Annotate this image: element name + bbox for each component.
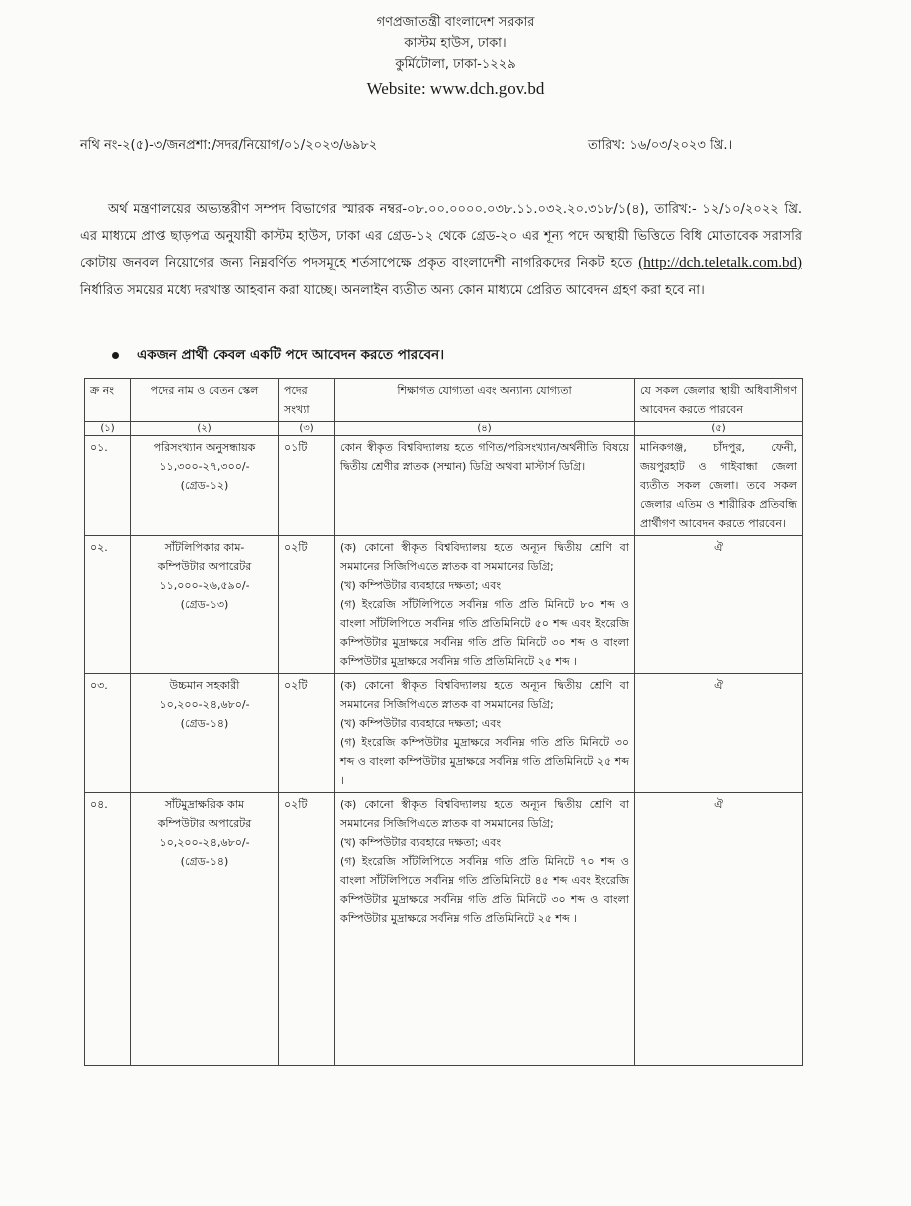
row-districts: মানিকগঞ্জ, চাঁদপুর, ফেনী, জয়পুরহাট ও গাইবান্ধা জেলা ব্যতীত সকল জেলা। তবে সকল জেলার এতিম ও শারীরিক প্রতিবন্ধি প্রার্থীগণ আবেদন করতে পারবেন। bbox=[635, 436, 803, 536]
qualification-line: (ক) কোনো স্বীকৃত বিশ্ববিদ্যালয় হতে অন্যূন দ্বিতীয় শ্রেণি বা সমমানের সিজিপিএতে স্নাতক বা সমমানের ডিগ্রি; bbox=[340, 798, 629, 830]
table-row bbox=[85, 793, 803, 1066]
post-line: উচ্চমান সহকারী bbox=[169, 679, 240, 692]
qualification-line: (খ) কম্পিউটার ব্যবহারে দক্ষতা; এবং bbox=[340, 836, 502, 849]
row-post bbox=[131, 674, 279, 793]
memo-number: নথি নং-২(৫)-৩/জনপ্রশা:/সদর/নিয়োগ/০১/২০২৩/৬৯৮২ bbox=[80, 138, 378, 153]
qualification-line: (খ) কম্পিউটার ব্যবহারে দক্ষতা; এবং bbox=[340, 717, 502, 730]
bullet-note bbox=[112, 344, 444, 367]
post-line: ১০,২০০-২৪,৬৮০/- bbox=[159, 698, 250, 711]
post-line: (গ্রেড-১৪) bbox=[180, 717, 229, 730]
column-number: (৫) bbox=[635, 422, 803, 436]
column-number: (২) bbox=[131, 422, 279, 436]
qualification-line: (ক) কোনো স্বীকৃত বিশ্ববিদ্যালয় হতে অন্যূন দ্বিতীয় শ্রেণি বা সমমানের সিজিপিএতে স্নাতক বা সমমানের ডিগ্রি; bbox=[340, 679, 629, 711]
post-line: ১১,৩০০-২৭,৩০০/- bbox=[159, 460, 250, 473]
header-count: পদের সংখ্যা bbox=[279, 379, 335, 422]
row-post bbox=[131, 536, 279, 674]
application-link[interactable]: (http://dch.teletalk.com.bd) bbox=[638, 255, 803, 271]
bullet-text: একজন প্রার্থী কেবল একটি পদে আবেদন করতে পারবেন। bbox=[137, 347, 445, 363]
row-qualification bbox=[335, 536, 635, 674]
post-line: কম্পিউটার অপারেটর bbox=[157, 817, 252, 830]
bullet-dot-icon bbox=[112, 352, 119, 359]
column-number-row bbox=[85, 422, 803, 436]
header-districts: যে সকল জেলার স্থায়ী অধিবাসীগণ আবেদন করতে পারবেন bbox=[635, 379, 803, 422]
row-serial: ০২. bbox=[85, 536, 131, 674]
header-serial: ক্র নং bbox=[85, 379, 131, 422]
row-serial: ০৩. bbox=[85, 674, 131, 793]
row-count: ০১টি bbox=[279, 436, 335, 536]
qualification-line: কোন স্বীকৃত বিশ্ববিদ্যালয় হতে গণিত/পরিসংখ্যান/অর্থনীতি বিষয়ে দ্বিতীয় শ্রেণীর স্নাতক (সম্মান) ডিগ্রি অথবা মাস্টার্স ডিগ্রি। bbox=[340, 441, 629, 473]
post-line: (গ্রেড-১২) bbox=[180, 479, 229, 492]
post-line: সাঁটমুদ্রাক্ষরিক কাম bbox=[164, 798, 245, 811]
row-qualification bbox=[335, 436, 635, 536]
table-row bbox=[85, 536, 803, 674]
row-districts: ঐ bbox=[635, 674, 803, 793]
row-qualification bbox=[335, 793, 635, 1066]
column-number: (৩) bbox=[279, 422, 335, 436]
qualification-line: (খ) কম্পিউটার ব্যবহারে দক্ষতা; এবং bbox=[340, 579, 502, 592]
column-number: (৪) bbox=[335, 422, 635, 436]
post-line: (গ্রেড-১৪) bbox=[180, 855, 229, 868]
post-line: ১১,০০০-২৬,৫৯০/- bbox=[159, 579, 250, 592]
qualification-line: (ক) কোনো স্বীকৃত বিশ্ববিদ্যালয় হতে অন্যূন দ্বিতীয় শ্রেণি বা সমমানের সিজিপিএতে স্নাতক বা সমমানের ডিগ্রি; bbox=[340, 541, 629, 573]
row-qualification bbox=[335, 674, 635, 793]
intro-paragraph bbox=[80, 196, 802, 304]
office-address: কুর্মিটোলা, ঢাকা-১২২৯ bbox=[395, 57, 516, 72]
qualification-line: (গ) ইংরেজি কম্পিউটার মুদ্রাক্ষরে সর্বনিম্ন গতি প্রতি মিনিটে ৩০ শব্দ ও বাংলা কম্পিউটার মুদ্রাক্ষরে সর্বনিম্ন গতি প্রতিমিনিটে ২৫ শব্দ । bbox=[340, 736, 629, 787]
table-row bbox=[85, 674, 803, 793]
post-line: পরিসংখ্যান অনুসন্ধায়ক bbox=[153, 441, 256, 454]
post-line: ১০,২০০-২৪,৬৮০/- bbox=[159, 836, 250, 849]
intro-text-before: অর্থ মন্ত্রণালয়ের অভ্যন্তরীণ সম্পদ বিভাগের স্মারক নম্বর-০৮.০০.০০০০.০৩৮.১১.০৩২.২০.৩১৮/১(৪), তারিখ:- ১২/১০/২০২২ খ্রি. এর মাধ্যমে প্রাপ্ত ছাড়পত্র অনুযায়ী কাস্টম হাউস, ঢাকা এর গ্রেড-১২ থেকে গ্রেড-২০ এর শূন্য পদে অস্থায়ী ভিত্তিতে বিধি মোতাবেক সরাসরি কোটায় জনবল নিয়োগের জন্য নিম্নবর্ণিত পদসমূহে শর্তসাপেক্ষে প্রকৃত বাংলাদেশী নাগরিকদের নিকট হতে bbox=[80, 202, 802, 271]
website-line: Website: www.dch.gov.bd bbox=[366, 79, 545, 98]
table-header-row bbox=[85, 379, 803, 422]
row-count: ০২টি bbox=[279, 536, 335, 674]
header-qualification: শিক্ষাগত যোগ্যতা এবং অন্যান্য যোগ্যতা bbox=[335, 379, 635, 422]
vacancy-table bbox=[84, 378, 803, 1066]
post-line: সাঁটলিপিকার কাম- bbox=[164, 541, 245, 554]
qualification-line: (গ) ইংরেজি সাঁটলিপিতে সর্বনিম্ন গতি প্রতি মিনিটে ৮০ শব্দ ও বাংলা সাঁটলিপিতে সর্বনিম্ন গতি প্রতিমিনিটে ৫০ শব্দ এবং ইংরেজি কম্পিউটার মুদ্রাক্ষরে সর্বনিম্ন গতি প্রতি মিনিটে ৩০ শব্দ ও বাংলা কম্পিউটার মুদ্রাক্ষরে সর্বনিম্ন গতি প্রতিমিনিটে ২৫ শব্দ । bbox=[340, 598, 629, 668]
row-serial: ০১. bbox=[85, 436, 131, 536]
government-name: গণপ্রজাতন্ত্রী বাংলাদেশ সরকার bbox=[376, 15, 535, 30]
post-line: কম্পিউটার অপারেটর bbox=[157, 560, 252, 573]
row-serial: ০৪. bbox=[85, 793, 131, 1066]
row-post bbox=[131, 793, 279, 1066]
row-count: ০২টি bbox=[279, 674, 335, 793]
row-post bbox=[131, 436, 279, 536]
table-row bbox=[85, 436, 803, 536]
letterhead bbox=[0, 12, 911, 101]
header-post: পদের নাম ও বেতন স্কেল bbox=[131, 379, 279, 422]
office-name: কাস্টম হাউস, ঢাকা। bbox=[404, 36, 507, 51]
column-number: (১) bbox=[85, 422, 131, 436]
memo-date: তারিখ: ১৬/০৩/২০২৩ খ্রি.। bbox=[588, 138, 733, 153]
row-districts: ঐ bbox=[635, 793, 803, 1066]
row-count: ০২টি bbox=[279, 793, 335, 1066]
intro-text-after: নির্ধারিত সময়ের মধ্যে দরখাস্ত আহবান করা যাচ্ছে। অনলাইন ব্যতীত অন্য কোন মাধ্যমে প্রেরিত আবেদন গ্রহণ করা হবে না। bbox=[80, 283, 705, 298]
post-line: (গ্রেড-১৩) bbox=[180, 598, 229, 611]
qualification-line: (গ) ইংরেজি সাঁটলিপিতে সর্বনিম্ন গতি প্রতি মিনিটে ৭০ শব্দ ও বাংলা সাঁটলিপিতে সর্বনিম্ন গতি প্রতিমিনিটে ৪৫ শব্দ এবং ইংরেজি কম্পিউটার মুদ্রাক্ষরে সর্বনিম্ন গতি প্রতি মিনিটে ৩০ শব্দ ও বাংলা কম্পিউটার মুদ্রাক্ষরে সর্বনিম্ন গতি প্রতিমিনিটে ২৫ শব্দ । bbox=[340, 855, 629, 925]
row-districts: ঐ bbox=[635, 536, 803, 674]
